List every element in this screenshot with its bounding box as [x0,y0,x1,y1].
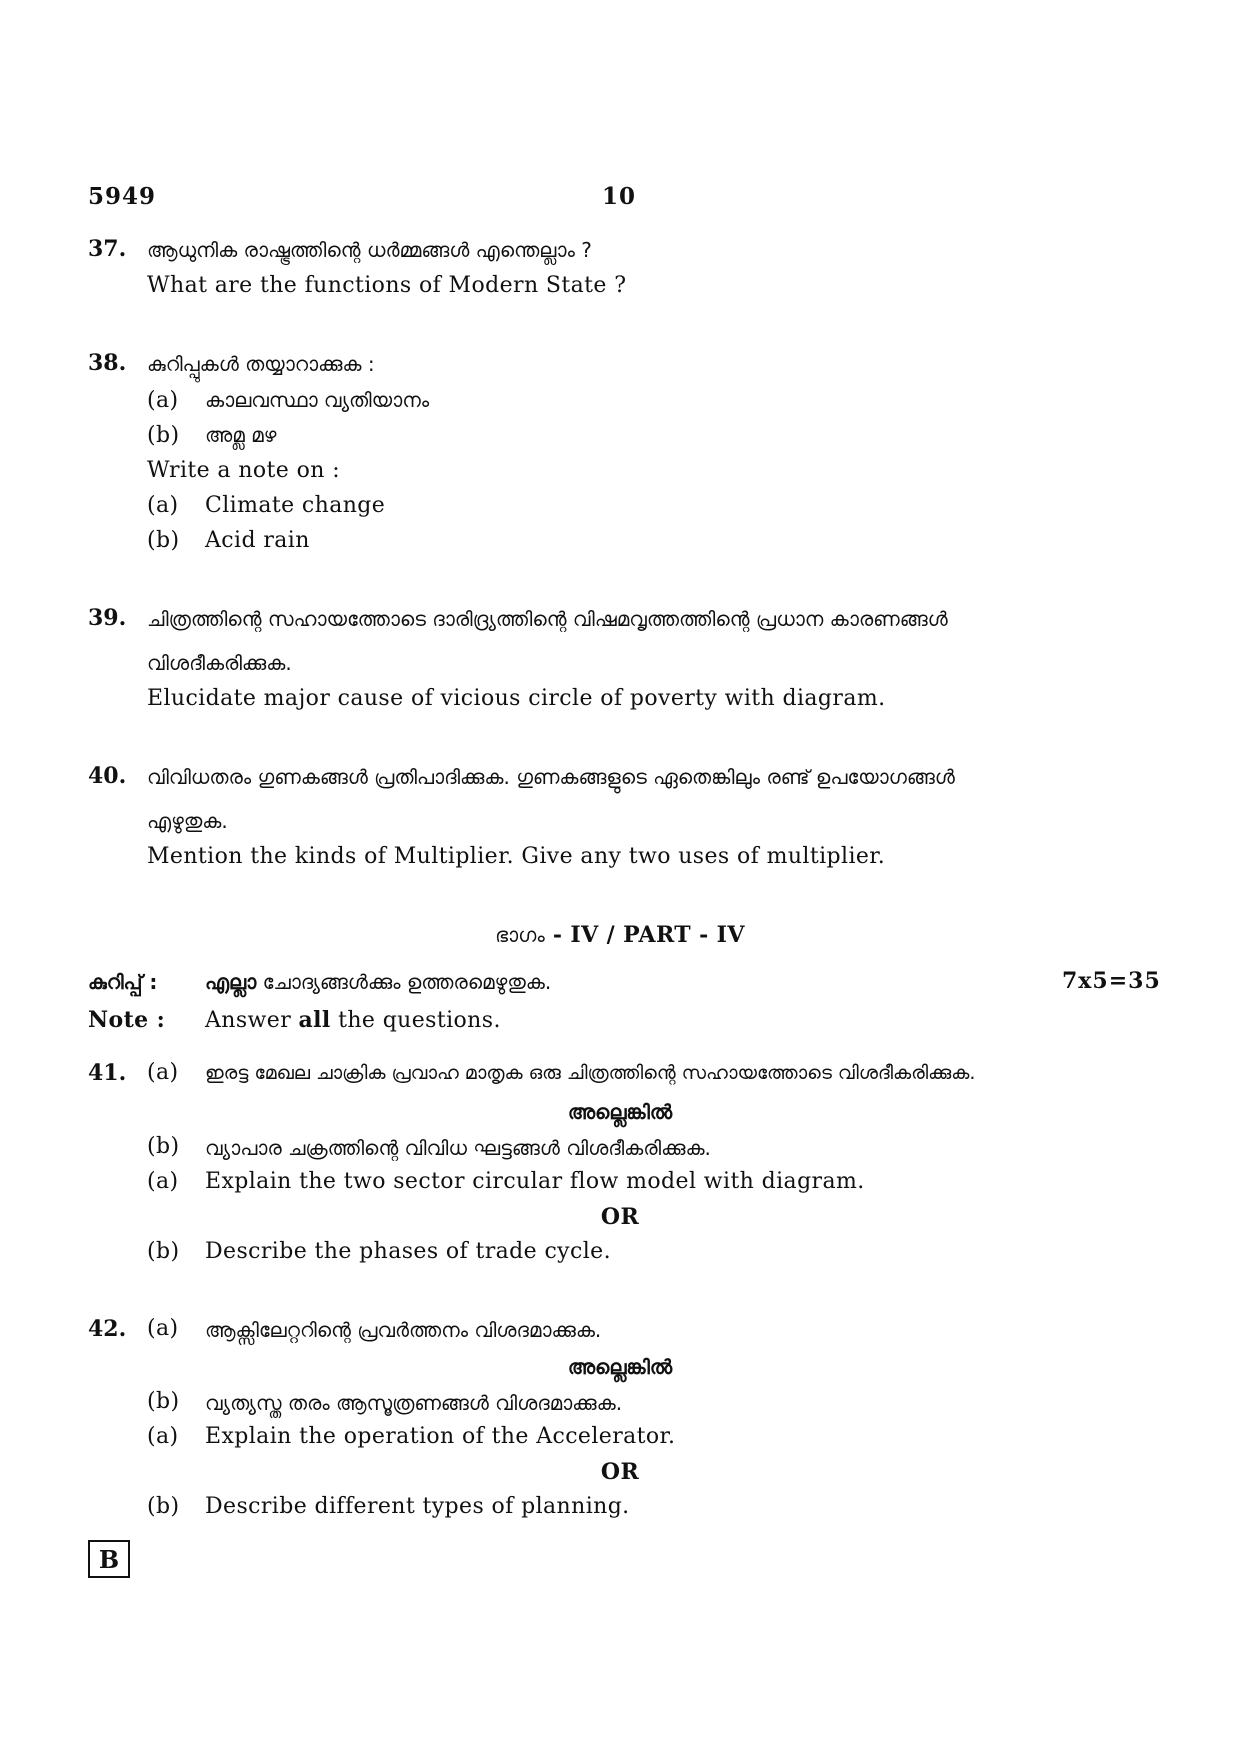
part-heading-ml: ഭാഗം [495,923,545,947]
q37-malayalam: ആധുനിക രാഷ്ട്രത്തിന്റെ ധർമ്മങ്ങൾ എന്തെല്ലാം ? [147,238,592,262]
q41-b-label: (b) [147,1134,180,1159]
q38-malayalam: കുറിപ്പുകൾ തയ്യാറാക്കുക : [147,352,375,376]
note-ml-rest: ചോദ്യങ്ങൾക്കും ഉത്തരമെഴുതുക. [256,970,552,994]
note-en-post: the questions. [330,1008,501,1033]
q42-en-b-label: (b) [147,1494,180,1519]
q38-ml-b: അമ്ല മഴ [205,423,277,447]
page-number: 10 [602,183,637,210]
q41-en-a: Explain the two sector circular flow model with diagram. [205,1169,865,1194]
q42-en-a: Explain the operation of the Accelerator. [205,1424,676,1449]
q42-b-label: (b) [147,1389,180,1414]
q41-or-ml: അല്ലെങ്കിൽ [567,1100,673,1124]
q42-or-ml: അല്ലെങ്കിൽ [567,1355,673,1379]
q39-english: Elucidate major cause of vicious circle of poverty with diagram. [147,686,886,711]
note-ml-bold: എല്ലാ [205,970,257,994]
paper-code: 5949 [88,183,157,210]
q42-en-a-label: (a) [147,1424,179,1449]
q41-en-a-label: (a) [147,1169,179,1194]
q41-en-b: Describe the phases of trade cycle. [205,1239,611,1264]
q38-ml-b-label: (b) [147,423,180,448]
q42-ml-a: ആക്സിലേറ്ററിന്റെ പ്രവർത്തനം വിശദമാക്കുക. [205,1318,602,1342]
question-number-39: 39. [88,605,127,631]
q41-ml-a: ഇരട്ട മേഖല ചാക്രിക പ്രവാഹ മാതൃക ഒരു ചിത്രത്തിന്റെ സഹായത്തോടെ വിശദീകരിക്കുക. [205,1062,976,1084]
q42-en-b: Describe different types of planning. [205,1494,630,1519]
q42-a-label: (a) [147,1316,179,1341]
q42-or-en: OR [600,1459,640,1485]
q40-malayalam-line2: എഴുതുക. [147,809,228,833]
q41-en-b-label: (b) [147,1239,180,1264]
note-en-bold: all [298,1007,331,1033]
note-ml-text [205,970,551,994]
q38-en-a-label: (a) [147,493,179,518]
question-number-42: 42. [88,1316,127,1342]
note-en-label: Note : [88,1007,166,1033]
question-number-38: 38. [88,350,127,376]
q38-en-a: Climate change [205,493,386,518]
q41-or-en: OR [600,1204,640,1230]
part-heading-en: - IV / PART - IV [544,922,745,948]
q38-english: Write a note on : [147,458,341,483]
question-number-40: 40. [88,763,127,789]
q38-en-b-label: (b) [147,528,180,553]
note-en-text [205,1007,501,1033]
q40-english: Mention the kinds of Multiplier. Give any two uses of multiplier. [147,844,886,869]
note-ml-label: കുറിപ്പ് : [88,970,158,994]
q41-a-label: (a) [147,1060,179,1085]
question-number-41: 41. [88,1060,127,1086]
q40-malayalam-line1: വിവിധതരം ഗുണകങ്ങൾ പ്രതിപാദിക്കുക. ഗുണകങ്ങളുടെ ഏതെങ്കിലും രണ്ട് ഉപയോഗങ്ങൾ [147,765,955,789]
note-en-pre: Answer [205,1008,299,1033]
q38-en-b: Acid rain [205,528,310,553]
question-number-37: 37. [88,236,127,262]
q38-ml-a-label: (a) [147,388,179,413]
q42-ml-b: വ്യത്യസ്ത തരം ആസൂത്രണങ്ങൾ വിശദമാക്കുക. [205,1391,623,1415]
q39-malayalam-line1: ചിത്രത്തിന്റെ സഹായത്തോടെ ദാരിദ്ര്യത്തിന്റെ വിഷമവൃത്തത്തിന്റെ പ്രധാന കാരണങ്ങൾ [147,607,948,631]
q41-ml-b: വ്യാപാര ചക്രത്തിന്റെ വിവിധ ഘട്ടങ്ങൾ വിശദീകരിക്കുക. [205,1136,711,1160]
q39-malayalam-line2: വിശദീകരിക്കുക. [147,651,292,675]
booklet-series-box: B [88,1540,130,1578]
marks-allocation: 7x5=35 [1062,968,1161,994]
part-heading [0,922,1240,948]
q37-english: What are the functions of Modern State ? [147,273,627,298]
q38-ml-a: കാലവസ്ഥാ വ്യതിയാനം [205,388,430,412]
